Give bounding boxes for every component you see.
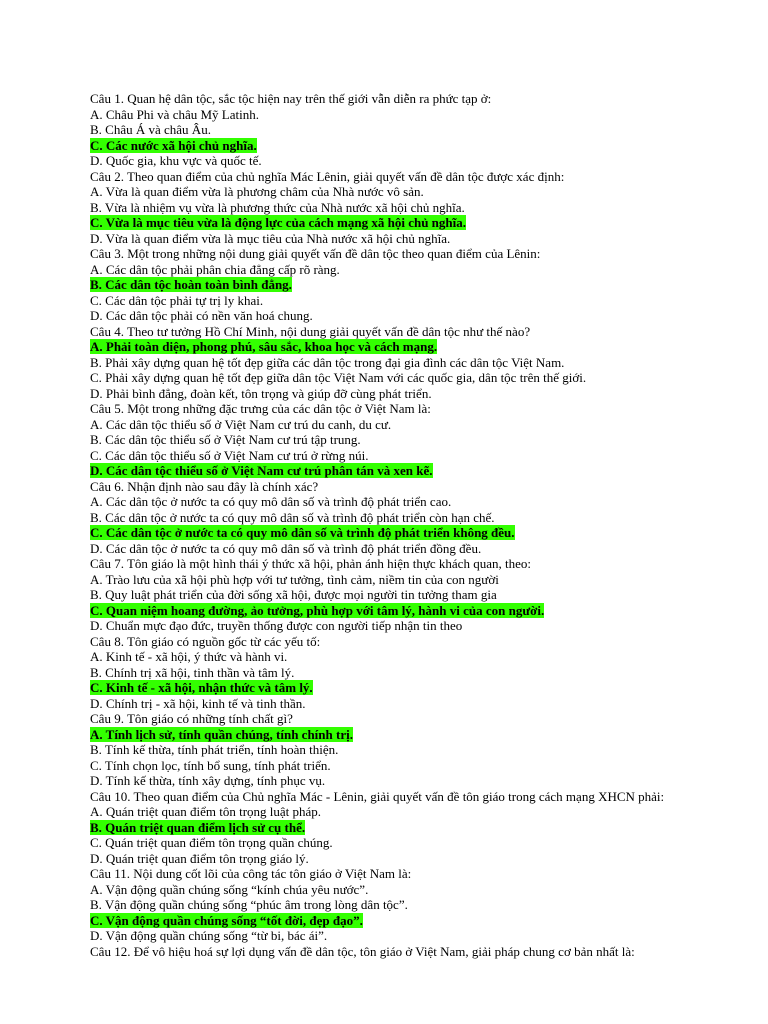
answer-option [90, 122, 710, 138]
line-text: D. Quốc gia, khu vực và quốc tế. [90, 153, 262, 168]
answer-option-correct [90, 820, 710, 836]
question-line [90, 634, 710, 650]
line-text: C. Các dân tộc thiểu số ở Việt Nam cư trú ở rừng núi. [90, 447, 369, 463]
answer-option [90, 541, 710, 557]
line-text: D. Chính trị - xã hội, kinh tế và tinh thần. [90, 695, 306, 711]
answer-option [90, 510, 710, 526]
line-text: B. Phải xây dựng quan hệ tốt đẹp giữa các dân tộc trong đại gia đình các dân tộc Việt Nam. [90, 354, 565, 370]
answer-option-correct [90, 277, 710, 293]
question-line [90, 556, 710, 572]
answer-option [90, 758, 710, 774]
line-text: C. Quán triệt quan điểm tôn trọng quần chúng. [90, 835, 333, 850]
answer-option [90, 107, 710, 123]
line-text: Câu 3. Một trong những nội dung giải quyết vấn đề dân tộc theo quan điểm của Lênin: [90, 246, 541, 261]
line-text: A. Các dân tộc phải phân chia đẳng cấp rõ ràng. [90, 261, 340, 277]
answer-option-correct [90, 339, 710, 355]
question-line [90, 711, 710, 727]
line-text: A. Quán triệt quan điểm tôn trọng luật pháp. [90, 804, 322, 819]
answer-option-correct [90, 525, 710, 541]
line-text: Câu 6. Nhận định nào sau đây là chính xác? [90, 478, 319, 494]
highlighted-answer-text: C. Vừa là mục tiêu vừa là động lực của cách mạng xã hội chủ nghĩa. [90, 215, 467, 230]
answer-option [90, 432, 710, 448]
answer-option-correct [90, 138, 710, 154]
highlighted-answer-text: C. Các dân tộc ở nước ta có quy mô dân số và trình độ phát triển không đều. [90, 525, 515, 540]
answer-option [90, 928, 710, 944]
answer-option-correct [90, 680, 710, 696]
answer-option [90, 804, 710, 820]
answer-option [90, 417, 710, 433]
line-text: Câu 8. Tôn giáo có nguồn gốc từ các yếu tố: [90, 633, 321, 649]
answer-option [90, 696, 710, 712]
line-text: B. Vận động quần chúng sống “phúc âm trong lòng dân tộc”. [90, 897, 408, 912]
highlighted-answer-text: C. Vận động quần chúng sống “tốt đời, đẹp đạo”. [90, 912, 363, 928]
line-text: B. Các dân tộc ở nước ta có quy mô dân số và trình độ phát triển còn hạn chế. [90, 509, 495, 525]
line-text: C. Phải xây dựng quan hệ tốt đẹp giữa dân tộc Việt Nam với các quốc gia, dân tộc trên thế giới. [90, 370, 587, 385]
answer-option [90, 386, 710, 402]
question-line [90, 479, 710, 495]
highlighted-answer-text: A. Phải toàn diện, phong phú, sâu sắc, khoa học và cách mạng. [90, 339, 438, 354]
line-text: A. Vận động quần chúng sống “kính chúa yêu nước”. [90, 881, 369, 897]
line-text: B. Vừa là nhiệm vụ vừa là phương thức của Nhà nước xã hội chủ nghĩa. [90, 199, 465, 215]
line-text: A. Kinh tế - xã hội, ý thức và hành vi. [90, 649, 288, 664]
line-text: D. Vừa là quan điểm vừa là mục tiêu của Nhà nước xã hội chủ nghĩa. [90, 230, 451, 246]
answer-option [90, 665, 710, 681]
question-line [90, 324, 710, 340]
answer-option [90, 293, 710, 309]
question-line [90, 246, 710, 262]
answer-option [90, 184, 710, 200]
answer-option [90, 882, 710, 898]
line-text: D. Vận động quần chúng sống “từ bi, bác ái”. [90, 928, 328, 943]
answer-option-correct [90, 463, 710, 479]
highlighted-answer-text: A. Tính lịch sử, tính quần chúng, tính chính trị. [90, 726, 353, 742]
line-text: Câu 4. Theo tư tưởng Hồ Chí Minh, nội dung giải quyết vấn đề dân tộc như thế nào? [90, 323, 531, 339]
line-text: B. Quy luật phát triển của đời sống xã hội, được mọi người tin tưởng tham gia [90, 587, 497, 602]
answer-option [90, 262, 710, 278]
line-text: D. Chuẩn mực đạo đức, truyền thống được con người tiếp nhận tin theo [90, 618, 463, 633]
answer-option-correct [90, 727, 710, 743]
line-text: B. Chính trị xã hội, tinh thần và tâm lý. [90, 664, 295, 680]
line-text: D. Các dân tộc ở nước ta có quy mô dân số và trình độ phát triển đồng đều. [90, 540, 482, 556]
answer-option [90, 370, 710, 386]
highlighted-answer-text: C. Kinh tế - xã hội, nhận thức và tâm lý. [90, 680, 313, 695]
answer-option [90, 851, 710, 867]
answer-option [90, 897, 710, 913]
answer-option [90, 200, 710, 216]
answer-option [90, 494, 710, 510]
line-text: B. Châu Á và châu Âu. [90, 122, 211, 137]
answer-option [90, 308, 710, 324]
answer-option-correct [90, 603, 710, 619]
line-text: A. Vừa là quan điểm vừa là phương châm của Nhà nước vô sản. [90, 184, 424, 199]
question-line [90, 789, 710, 805]
answer-option [90, 618, 710, 634]
question-line [90, 169, 710, 185]
question-line [90, 866, 710, 882]
highlighted-answer-text: D. Các dân tộc thiểu số ở Việt Nam cư trú phân tán và xen kẽ. [90, 463, 433, 478]
answer-option [90, 835, 710, 851]
answer-option [90, 231, 710, 247]
answer-option-correct [90, 913, 710, 929]
line-text: A. Châu Phi và châu Mỹ Latinh. [90, 106, 259, 122]
line-text: Câu 7. Tôn giáo là một hình thái ý thức xã hội, phản ánh hiện thực khách quan, theo: [90, 556, 531, 571]
question-line [90, 91, 710, 107]
line-text: A. Các dân tộc ở nước ta có quy mô dân số và trình độ phát triển cao. [90, 494, 452, 509]
question-line [90, 401, 710, 417]
line-text: B. Tính kế thừa, tính phát triển, tính hoàn thiện. [90, 742, 339, 757]
highlighted-answer-text: B. Các dân tộc hoàn toàn bình đẳng. [90, 277, 292, 292]
line-text: A. Các dân tộc thiểu số ở Việt Nam cư trú du canh, du cư. [90, 416, 392, 432]
line-text: C. Tính chọn lọc, tính bổ sung, tính phát triển. [90, 757, 331, 773]
question-line [90, 944, 710, 960]
line-text: Câu 9. Tôn giáo có những tính chất gì? [90, 711, 293, 726]
answer-option-correct [90, 215, 710, 231]
answer-option [90, 587, 710, 603]
line-text: Câu 1. Quan hệ dân tộc, sắc tộc hiện nay trên thế giới vẫn diễn ra phức tạp ở: [90, 91, 492, 106]
line-text: A. Trào lưu của xã hội phù hợp với tư tưởng, tình cảm, niềm tin của con người [90, 571, 499, 587]
line-text: B. Các dân tộc thiểu số ở Việt Nam cư trú tập trung. [90, 432, 361, 447]
line-text: Câu 11. Nội dung cốt lõi của công tác tôn giáo ở Việt Nam là: [90, 866, 412, 881]
answer-option [90, 572, 710, 588]
answer-option [90, 153, 710, 169]
line-text: D. Phải bình đẳng, đoàn kết, tôn trọng và giúp đỡ cùng phát triển. [90, 385, 432, 401]
line-text: D. Quán triệt quan điểm tôn trọng giáo lý. [90, 850, 309, 866]
line-text: D. Các dân tộc phải có nền văn hoá chung. [90, 308, 313, 323]
line-text: Câu 12. Để vô hiệu hoá sự lợi dụng vấn đề dân tộc, tôn giáo ở Việt Nam, giải pháp chung cơ bản nhất là: [90, 943, 635, 959]
line-text: Câu 5. Một trong những đặc trưng của các dân tộc ở Việt Nam là: [90, 401, 431, 416]
document-body [90, 91, 710, 959]
line-text: Câu 2. Theo quan điểm của chủ nghĩa Mác Lênin, giải quyết vấn đề dân tộc được xác định: [90, 168, 565, 184]
line-text: Câu 10. Theo quan điểm của Chủ nghĩa Mác - Lênin, giải quyết vấn đề tôn giáo trong cách mạng XHCN phải: [90, 788, 665, 804]
highlighted-answer-text: C. Các nước xã hội chủ nghĩa. [90, 137, 257, 153]
highlighted-answer-text: B. Quán triệt quan điểm lịch sử cụ thể. [90, 819, 306, 835]
line-text: C. Các dân tộc phải tự trị ly khai. [90, 292, 264, 308]
line-text: D. Tính kế thừa, tính xây dựng, tính phục vụ. [90, 773, 326, 788]
answer-option [90, 649, 710, 665]
answer-option [90, 355, 710, 371]
answer-option [90, 448, 710, 464]
answer-option [90, 773, 710, 789]
answer-option [90, 742, 710, 758]
highlighted-answer-text: C. Quan niệm hoang đường, ảo tưởng, phù hợp với tâm lý, hành vi của con người. [90, 602, 545, 618]
